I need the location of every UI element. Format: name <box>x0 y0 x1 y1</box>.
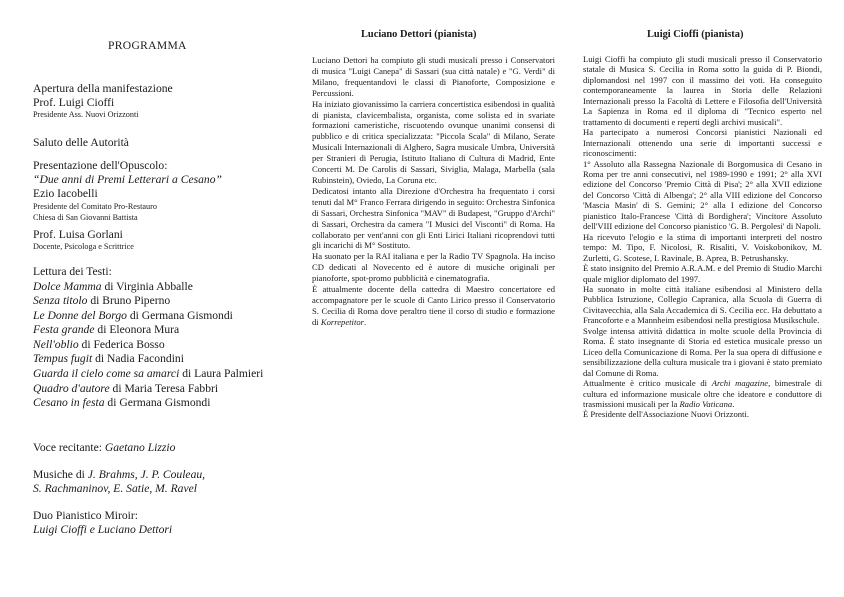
cioffi-paragraph: È Presidente dell'Associazione Nuovi Orizzonti. <box>583 409 749 420</box>
dettori-heading: Luciano Dettori (pianista) <box>361 29 477 40</box>
reading-author: di Nadia Facondini <box>92 352 184 366</box>
reading-title: Guarda il cielo come sa amarci <box>33 367 180 381</box>
readings-section <box>33 265 283 411</box>
reading-item <box>33 323 283 338</box>
cioffi-paragraph: Ha partecipato a numerosi Concorsi pianistici Nazionali ed Internazionali ottenendo una serie di importanti successi e riconoscimenti: <box>583 127 822 159</box>
reading-item <box>33 382 283 397</box>
voice-label: Voce recitante: <box>33 441 105 454</box>
cioffi-paragraph: Luigi Cioffi ha compiuto gli studi musicali presso il Conservatorio statale di Musica S. Cecilia in Roma sotto la guida di P. Biondi, diplomandosi nel 1997 con il massimo dei voti. Ha conseguito contemporaneamente la laurea in Storia delle Relazioni Internazionali presso la Facoltà di Lettere e Filosofia dell'Università La Sapienza in Roma ed il diploma di "Tecnico esperto nel trattamento di documenti e reperti degli archivi musicali". <box>583 54 822 127</box>
reading-title: Dolce Mamma <box>33 279 102 293</box>
reading-title: Senza titolo <box>33 294 88 308</box>
cioffi-p8-italic2: Radio Vaticana <box>679 398 733 409</box>
greetings-section <box>33 136 283 150</box>
opening-text: Apertura della manifestazione <box>33 82 173 95</box>
gorlani-name: Prof. Luisa Gorlani <box>33 227 123 241</box>
dettori-paragraph <box>312 284 555 328</box>
reading-item <box>33 280 283 295</box>
cioffi-name: Prof. Luigi Cioffi <box>33 95 115 109</box>
dettori-paragraph: Luciano Dettori ha compiuto gli studi musicali presso i Conservatori di musica "Luigi Canepa" di Sassari (sua città natale) e "G. Verdi" di Milano, frequentandovi le classi di Pianoforte, Composizione e Percussioni. <box>312 55 555 98</box>
duo-section <box>33 509 283 536</box>
reading-author: di Bruno Piperno <box>87 294 171 308</box>
dettori-p5-end: . <box>363 316 367 327</box>
reading-item <box>33 338 283 353</box>
dettori-paragraph: Ha iniziato giovanissimo la carriera concertistica esibendosi in qualità di pianista, clavicembalista, organista, come solista ed in svariate formazioni cameristiche, riscuotendo ovunque unanimi consensi di pubblico e di critica specializzata: "Piccola Scala" di Milano, Serate Musicali Internazionali di Alghero, Sagra musicale Umbra, Università per Stranieri di Perugia, Istituto Italiano di Cultura di Madrid, Ente Concerti M. De Carolis di Sassari, Siviglia, Malaga, Marbella (sala Rubinstein), Oviedo, La Coruna etc. <box>312 98 555 185</box>
duo-label: Duo Pianistico Miroir: <box>33 509 138 522</box>
readings-list <box>33 280 283 411</box>
music-line1 <box>33 468 283 482</box>
cioffi-paragraph <box>583 378 822 409</box>
cioffi-bio <box>583 54 822 420</box>
reading-author: di Eleonora Mura <box>94 323 180 337</box>
dettori-paragraph: Dedicatosi intanto alla Direzione d'Orchestra ha frequentato i corsi tenuti dal M° Franco Ferrara dirigendo in seguito: Orchestra Sinfonica di Sassari, Orchestra Sinfonica "MAV" di Budapest, "Gruppo d'Archi" di Sassari, Orchestra da camera "I Musici del Visconti" di Roma. Ha collaborato per vent'anni con gli Enti Lirici Italiani ricoprendovi tutti gli incarichi di M° Sostituto. <box>312 185 555 251</box>
dettori-p5-italic: Korrepetitor <box>320 316 364 327</box>
booklet-title: “Due anni di Premi Letterari a Cesano” <box>33 172 222 186</box>
cioffi-p8-italic1: Archi magazine <box>711 378 769 389</box>
cioffi-p8-end: . <box>732 398 735 409</box>
readings-title: Lettura dei Testi: <box>33 265 112 278</box>
cioffi-p8-mid: , bimestrale di cultura ed informazione musicale oltre che ideatore e conduttore di trasmissioni musicali per la <box>583 378 822 409</box>
cioffi-paragraph: Ha suonato in molte città italiane esibendosi al Ministero della Pubblica Istruzione, Collegio Capranica, alla Scuola di Guerra di Civitavecchia, alla Sala Accademica di S. Cecilia ecc. Ha debuttato a Francoforte e a Mannheim esibendosi nella prestigiosa Musikschule. <box>583 283 822 326</box>
iacobelli-name: Ezio Iacobelli <box>33 187 98 200</box>
duo-names: Luigi Cioffi e Luciano Dettori <box>33 522 173 536</box>
cioffi-role: Presidente Ass. Nuovi Orizzonti <box>33 110 139 119</box>
iacobelli-role1: Presidente del Comitato Pro-Restauro <box>33 201 157 211</box>
dettori-paragraph: Ha suonato per la RAI italiana e per la Radio TV Spagnola. Ha inciso CD dedicati al Novecento ed è autore di musiche originali per pianoforte, spot-promo pubblicità e cinematografia. <box>312 251 555 284</box>
reading-author: di Virginia Abballe <box>101 279 193 293</box>
reading-item <box>33 396 283 411</box>
music-composers2: S. Rachmaninov, E. Satie, M. Ravel <box>33 481 197 495</box>
music-label: Musiche di <box>33 468 88 481</box>
reading-title: Quadro d'autore <box>33 381 110 395</box>
reading-title: Nell'oblio <box>33 337 79 351</box>
voice-section <box>33 441 283 455</box>
cioffi-heading: Luigi Cioffi (pianista) <box>647 29 744 40</box>
reading-author: di Maria Teresa Fabbri <box>109 381 219 395</box>
reading-item <box>33 352 283 367</box>
music-section <box>33 468 283 495</box>
music-composers1: J. Brahms, J. P. Couleau, <box>87 468 206 481</box>
opening-section <box>33 82 283 120</box>
reading-author: di Germana Gismondi <box>126 308 233 322</box>
reading-author: di Germana Gismondi <box>104 396 211 410</box>
reading-title: Le Donne del Borgo <box>33 308 127 322</box>
reading-item <box>33 309 283 324</box>
cioffi-paragraph: È stato insignito del Premio A.R.A.M. e del Premio di Studio Marchi quale miglior diplomato del 1997. <box>583 263 822 284</box>
cioffi-paragraph: 1° Assoluto alla Rassegna Nazionale di Borgomusica di Cesano in Roma per tre anni consecutivi, nel 1989-1990 e 1991; 2° alla XVI edizione del Concorso 'Premio Città di Pisa'; 2° alla XVII edizione del Concorso 'Città di Albenga'; 2° alla VIII edizione del Concorso 'Mascia Masin' di S. Gemini; 2° alla I edizione del Concorso pianistico Italo-Francese 'Città di Bordighera'; Vincitore Assoluto dell'VIII edizione del Concorso pianistico 'G. B. Pergolesi' di Napoli. <box>583 158 822 232</box>
voice-name: Gaetano Lizzio <box>104 441 176 454</box>
reading-item <box>33 294 283 309</box>
iacobelli-role2: Chiesa di San Giovanni Battista <box>33 212 138 222</box>
reading-item <box>33 367 283 382</box>
gorlani-role: Docente, Psicologa e Scrittrice <box>33 242 134 251</box>
greetings-text: Saluto delle Autorità <box>33 136 129 149</box>
voice-line <box>33 441 283 455</box>
reading-author: di Laura Palmieri <box>179 367 264 381</box>
reading-title: Cesano in festa <box>33 396 105 410</box>
dettori-p5-text: È attualmente docente della cattedra di Maestro concertatore ed accompagnatore per le scuole di Canto Lirico presso il Conservatorio S. Cecilia di Roma dove peraltro tiene il corso di studio e formazione di <box>312 284 555 327</box>
presentation-text: Presentazione dell'Opuscolo: <box>33 159 168 172</box>
presentation-section <box>33 159 283 252</box>
cioffi-paragraph: Svolge intensa attività didattica in molte scuole della Provincia di Roma. È stato insegnante di Storia ed estetica musicale presso un Liceo della Comunicazione di Roma. Per la sua opera di diffusione e sensibilizzazione della cultura musicale tra i giovani è stato premiato dal Comune di Roma. <box>583 325 822 378</box>
program-title: PROGRAMMA <box>108 39 187 52</box>
reading-author: di Federica Bosso <box>78 337 165 351</box>
dettori-bio <box>312 55 555 328</box>
cioffi-p8-text: Attualmente è critico musicale di <box>583 378 712 389</box>
reading-title: Festa grande <box>33 323 95 337</box>
reading-title: Tempus fugit <box>33 352 93 366</box>
cioffi-paragraph: Ha ricevuto l'elogio e la stima di importanti interpreti del nostro tempo: M. Tipo, F. Nicolosi, R. Risaliti, V. Voiskobonikov, M. Zurletti, G. Scotese, I. Ravinale, B. Aprea, B. Petrushansky. <box>583 231 822 263</box>
